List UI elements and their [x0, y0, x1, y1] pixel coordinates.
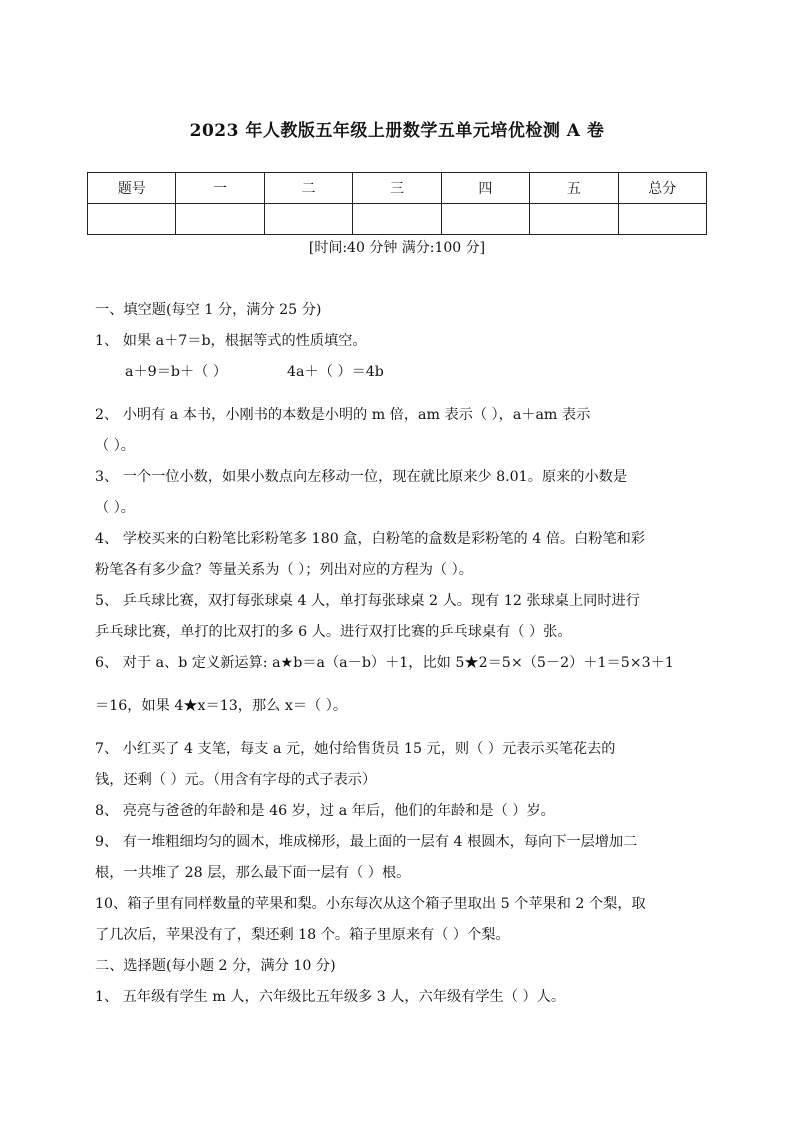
- table-header-cell: 五: [530, 173, 618, 204]
- question-line: 乒乓球比赛，单打的比双打的多 6 人。进行双打比赛的乒乓球桌有（ ）张。: [95, 624, 572, 640]
- question-line: 8、 亮亮与爸爸的年龄和是 46 岁，过 a 年后，他们的年龄和是（ ）岁。: [95, 803, 555, 819]
- score-cell: [618, 204, 706, 235]
- question-line: （ ）。: [95, 500, 135, 516]
- score-table-score-row: [88, 204, 707, 235]
- question-line: 5、 乒乓球比赛，双打每张球桌 4 人，单打每张球桌 2 人。现有 12 张球桌上同时进行: [95, 593, 640, 609]
- score-cell: [176, 204, 264, 235]
- question-line: 9、 有一堆粗细均匀的圆木，堆成梯形，最上面的一层有 4 根圆木，每向下一层增加二: [95, 834, 638, 850]
- score-table-header-row: [88, 173, 707, 204]
- score-cell: [264, 204, 352, 235]
- section-heading: 一、填空题(每空 1 分，满分 25 分): [95, 302, 322, 318]
- question-content: [95, 298, 705, 1016]
- question-line: 7、 小红买了 4 支笔，每支 a 元，她付给售货员 15 元，则（ ）元表示买笔花去的: [95, 741, 616, 757]
- formula-part: 4a＋（ ）＝4b: [287, 364, 384, 380]
- question-line: 粉笔各有多少盒？等量关系为（ ）；列出对应的方程为（ ）。: [95, 562, 473, 578]
- question-line: 1、 如果 a＋7＝b，根据等式的性质填空。: [95, 333, 367, 349]
- table-header-cell: 总分: [618, 173, 706, 204]
- question-line: 6、 对于 a、b 定义新运算: a★b＝a（a－b）＋1，比如 5★2＝5×（5－2）＋1＝5×3＋1: [95, 655, 674, 671]
- formula-line: [95, 360, 705, 403]
- table-header-cell: 题号: [88, 173, 176, 204]
- table-header-cell: 三: [353, 173, 441, 204]
- score-table: [87, 172, 707, 235]
- question-line: ＝16，如果 4★x＝13，那么 x＝（ ）。: [95, 698, 348, 714]
- question-line: （ ）。: [95, 438, 135, 454]
- question-line: 了几次后，苹果没有了，梨还剩 18 个。箱子里原来有（ ）个梨。: [95, 927, 510, 943]
- question-line: 根，一共堆了 28 层，那么最下面一层有（ ）根。: [95, 865, 411, 881]
- formula-part: a＋9＝b＋（ ）: [125, 364, 228, 380]
- page-title: 2023 年人教版五年级上册数学五单元培优检测 A 卷: [189, 121, 605, 141]
- table-header-cell: 四: [441, 173, 529, 204]
- section-heading: 二、选择题(每小题 2 分，满分 10 分): [95, 958, 336, 974]
- question-line: 2、 小明有 a 本书，小刚书的本数是小明的 m 倍，am 表示（ ），a＋am 表示: [95, 407, 591, 423]
- time-info: [时间:40 分钟 满分:100 分]: [308, 240, 486, 256]
- question-line: 10、箱子里有同样数量的苹果和梨。小东每次从这个箱子里取出 5 个苹果和 2 个梨，取: [95, 896, 646, 912]
- table-header-cell: 二: [264, 173, 352, 204]
- score-cell: [88, 204, 176, 235]
- score-cell: [530, 204, 618, 235]
- question-line: 4、 学校买来的白粉笔比彩粉笔多 180 盒，白粉笔的盒数是彩粉笔的 4 倍。白粉笔和彩: [95, 531, 646, 547]
- score-cell: [441, 204, 529, 235]
- question-line: 1、 五年级有学生 m 人，六年级比五年级多 3 人，六年级有学生（ ）人。: [95, 989, 566, 1005]
- question-line: 3、 一个一位小数，如果小数点向左移动一位，现在就比原来少 8.01。原来的小数是: [95, 469, 628, 485]
- table-header-cell: 一: [176, 173, 264, 204]
- score-cell: [353, 204, 441, 235]
- question-line: 钱，还剩（ ）元。（用含有字母的式子表示）: [95, 772, 377, 788]
